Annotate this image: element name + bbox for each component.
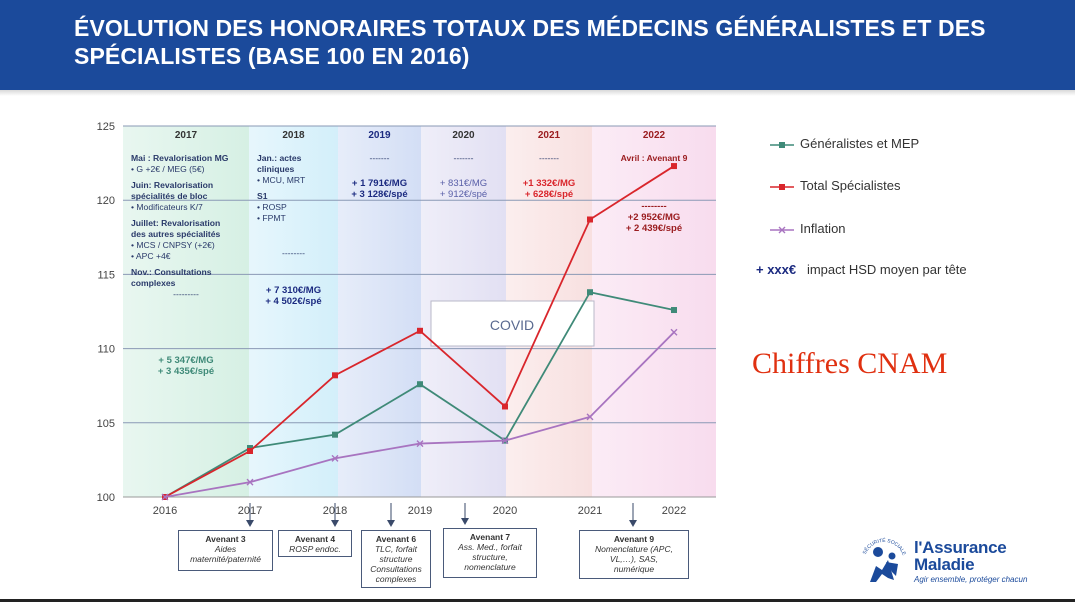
avenant-line: Nomenclature (APC, [595, 544, 673, 554]
y-tick-label: 110 [97, 343, 115, 356]
band-impact-value: + 5 347€/MG [158, 355, 214, 366]
impact-note-prefix: + xxx€ [756, 262, 797, 277]
band-note-line: ------- [369, 153, 390, 163]
logo-name-line1: l'Assurance [914, 538, 1007, 557]
band-note-line: cliniques [257, 164, 295, 174]
page-title: ÉVOLUTION DES HONORAIRES TOTAUX DES MÉDECINS GÉNÉRALISTES ET DES SPÉCIALISTES (BASE 100 EN 2016) [74, 15, 986, 69]
band-note-line: • MCU, MRT [257, 175, 306, 185]
band-note-line: • G +2€ / MEG (5€) [131, 164, 205, 174]
x-tick-label: 2017 [237, 505, 263, 517]
data-point [671, 163, 677, 169]
x-tick-label: 2016 [152, 505, 178, 517]
band-year-label: 2017 [174, 130, 198, 141]
band-impact-value: + 1 791€/MG [351, 178, 408, 189]
band-note-line: Nov.: Consultations [131, 267, 212, 277]
band-note-line: • APC +4€ [131, 251, 171, 261]
source-label: Chiffres CNAM [752, 347, 948, 380]
band-note-line: complexes [131, 278, 176, 288]
band-note-line: • MCS / CNPSY (+2€) [131, 240, 215, 250]
data-point [417, 328, 423, 334]
band-impact-value: + 7 310€/MG [265, 285, 322, 296]
band-year-label: 2019 [368, 130, 391, 141]
avenant-title: Avenant 7 [469, 532, 511, 542]
avenant-line: complexes [375, 574, 417, 584]
avenant-title: Avenant 6 [375, 534, 417, 544]
band-note-line: S1 [257, 191, 268, 201]
band-note-line: Juillet: Revalorisation [131, 218, 221, 228]
y-tick-label: 125 [96, 121, 115, 133]
data-point [587, 216, 593, 222]
avenant-box-9 [579, 530, 689, 579]
data-point [587, 289, 593, 295]
avenant-arrow-head [246, 520, 254, 527]
band-year-label: 2018 [282, 130, 305, 141]
avenant-box-3 [178, 530, 273, 571]
avenant-title: Avenant 3 [205, 534, 246, 544]
band-note-line: -------- [282, 248, 305, 258]
band-impact-value: -------- [641, 201, 667, 212]
y-tick-label: 105 [96, 417, 115, 430]
band-impact-value: + 3 435€/spé [157, 366, 215, 377]
avenant-arrow-head [461, 518, 469, 525]
y-tick-label: 100 [96, 492, 115, 504]
legend-label-specialistes: Total Spécialistes [800, 178, 901, 193]
band-impact-value: + 4 502€/spé [265, 296, 322, 307]
avenant-line: structure, [472, 552, 508, 562]
logo-seal-icon [856, 532, 912, 588]
logo-tagline: Agir ensemble, protéger chacun [914, 575, 1028, 584]
y-tick-label: 120 [96, 195, 115, 208]
band-impact-value: +2 952€/MG [627, 212, 681, 223]
data-point [332, 432, 338, 438]
avenant-line: numérique [613, 564, 655, 574]
x-tick-label: 2019 [407, 505, 433, 517]
band-impact-value: +1 332€/MG [522, 178, 576, 189]
legend-label-inflation: Inflation [800, 221, 846, 236]
band-impact-value: + 831€/MG [439, 178, 488, 189]
avenant-line: structure [379, 554, 413, 564]
band-note-line: Jan.: actes [257, 153, 302, 163]
avenant-line: Consultations [370, 564, 422, 574]
x-tick-label: 2018 [322, 505, 348, 517]
legend-label-generalistes: Généralistes et MEP [800, 136, 920, 151]
covid-annotation-label: COVID [489, 317, 535, 333]
avenant-line: VL,…), SAS, [609, 554, 659, 564]
legend-marker-specialistes [770, 180, 796, 194]
avenant-line: TLC, forfait [374, 544, 418, 554]
band-note-line: Mai : Revalorisation MG [131, 153, 229, 163]
band-note-line: des autres spécialités [131, 229, 221, 239]
period-band-2022 [592, 126, 716, 497]
avenant-arrow-head [629, 520, 637, 527]
avenant-arrow-head [387, 520, 395, 527]
x-tick-label: 2020 [492, 505, 518, 517]
band-year-label: 2021 [537, 130, 561, 141]
band-note-line: Avril : Avenant 9 [620, 153, 688, 163]
avenant-line: ROSP endoc. [289, 544, 341, 554]
band-impact-value: + 912€/spé [439, 189, 488, 200]
data-point [247, 448, 253, 454]
band-year-label: 2022 [642, 130, 666, 141]
band-note-line: ------- [538, 153, 560, 163]
avenant-line: Ass. Med., forfait [458, 542, 522, 552]
avenant-title: Avenant 9 [613, 534, 655, 544]
assurance-maladie-logo [856, 530, 1056, 590]
avenant-line: Aides [214, 544, 237, 554]
band-note-line: ------- [453, 153, 474, 163]
avenant-arrow-head [331, 520, 339, 527]
data-point [332, 372, 338, 378]
band-note-line: spécialités de bloc [131, 191, 208, 201]
band-year-label: 2020 [452, 130, 475, 141]
logo-name-line2: Maladie [914, 555, 975, 574]
legend-marker-generalistes [770, 138, 796, 152]
avenant-line: nomenclature [464, 562, 516, 572]
impact-note-text: impact HSD moyen par tête [806, 262, 967, 277]
band-note-line: • Modificateurs K/7 [131, 202, 203, 212]
band-note-line: • FPMT [257, 213, 286, 223]
data-point [502, 403, 508, 409]
avenant-line: maternité/paternité [190, 554, 261, 564]
band-note-line: --------- [173, 289, 199, 299]
avenant-box-6 [361, 530, 431, 588]
data-point [417, 381, 423, 387]
band-impact-value: + 628€/spé [524, 189, 574, 200]
legend-marker-inflation [770, 223, 796, 237]
avenant-title: Avenant 4 [294, 534, 336, 544]
x-tick-label: 2021 [577, 505, 603, 517]
band-impact-value: + 3 128€/spé [351, 189, 408, 200]
impact-note [756, 262, 967, 277]
svg-text:SÉCURITÉ SOCIALE: SÉCURITÉ SOCIALE [861, 537, 907, 557]
band-impact-value: + 2 439€/spé [625, 223, 683, 234]
data-point [671, 307, 677, 313]
band-note-line: Juin: Revalorisation [131, 180, 214, 190]
avenant-box-7 [443, 528, 537, 578]
avenant-box-4 [278, 530, 352, 557]
x-tick-label: 2022 [661, 505, 687, 517]
y-tick-label: 115 [97, 269, 115, 282]
band-note-line: • ROSP [257, 202, 287, 212]
